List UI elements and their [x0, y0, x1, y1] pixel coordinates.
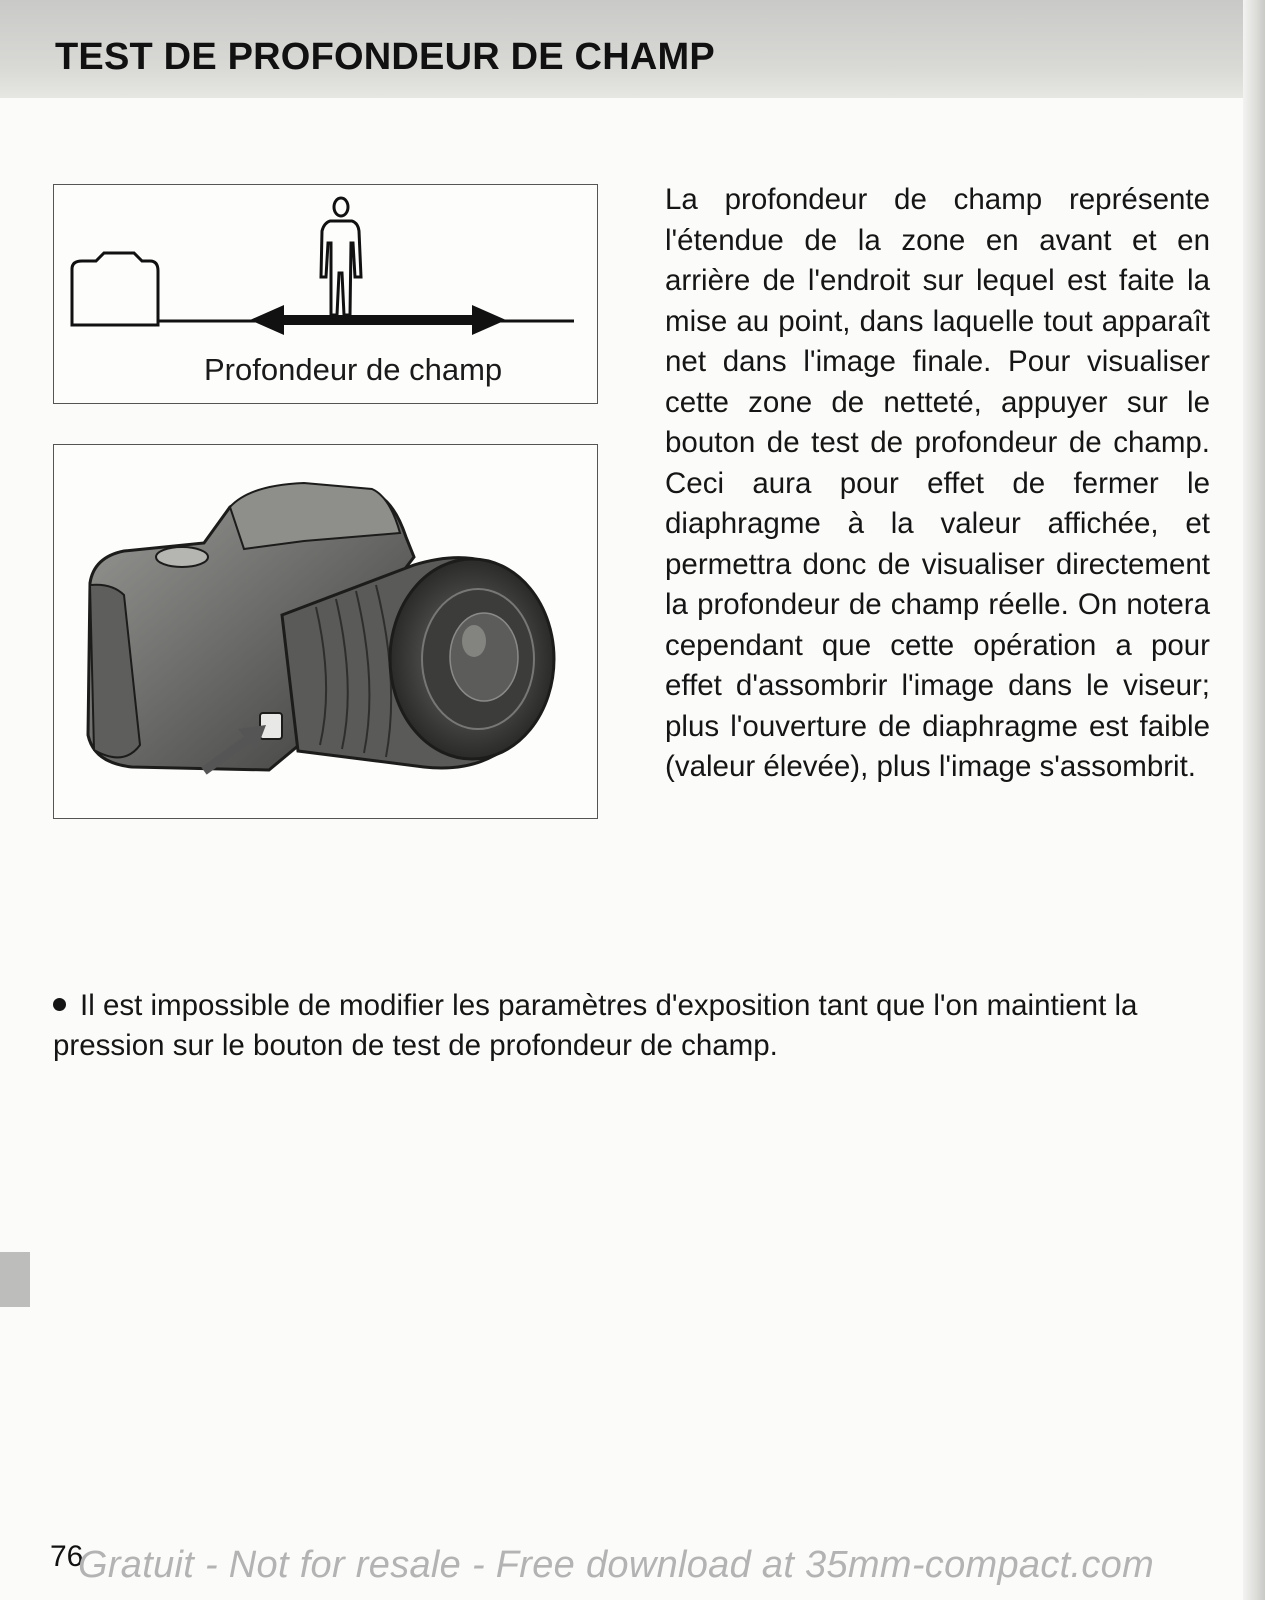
note-text: Il est impossible de modifier les paramètres d'exposition tant que l'on maintient la pression sur le bouton de test de profondeur de champ. [53, 989, 1138, 1062]
depth-of-field-diagram [53, 184, 598, 404]
note-paragraph [53, 986, 1213, 1066]
page-edge-shadow [1243, 0, 1265, 1600]
page-number: 76 [50, 1540, 84, 1573]
body-paragraph: La profondeur de champ représente l'étendue de la zone en avant et en arrière de l'endroit sur lequel est faite la mise au point, dans laquelle tout apparaît net dans l'image finale. Pour visualiser cette zone de netteté, appuyer sur le bouton de test de profondeur de champ. Ceci aura pour effet de fermer le diaphragme à la valeur affichée, et permettra donc de visualiser directement la profondeur de champ réelle. On notera cependant que cette opération a pour effet d'assombrir l'image dans le viseur; plus l'ouverture de diaphragme est faible (valeur élevée), plus l'image s'assombrit. [665, 183, 1210, 783]
double-arrow-icon [250, 305, 506, 335]
bullet-icon [53, 998, 66, 1011]
page-title: TEST DE PROFONDEUR DE CHAMP [55, 36, 715, 78]
figure-caption: Profondeur de champ [204, 352, 503, 387]
camera-with-lens-icon [54, 445, 599, 820]
person-silhouette-icon [321, 198, 361, 315]
camera-illustration [53, 444, 598, 819]
camera-outline-icon [72, 253, 158, 325]
watermark: Gratuit - Not for resale - Free download at 35mm-compact.com [78, 1544, 1155, 1586]
section-tab-marker [0, 1252, 30, 1307]
